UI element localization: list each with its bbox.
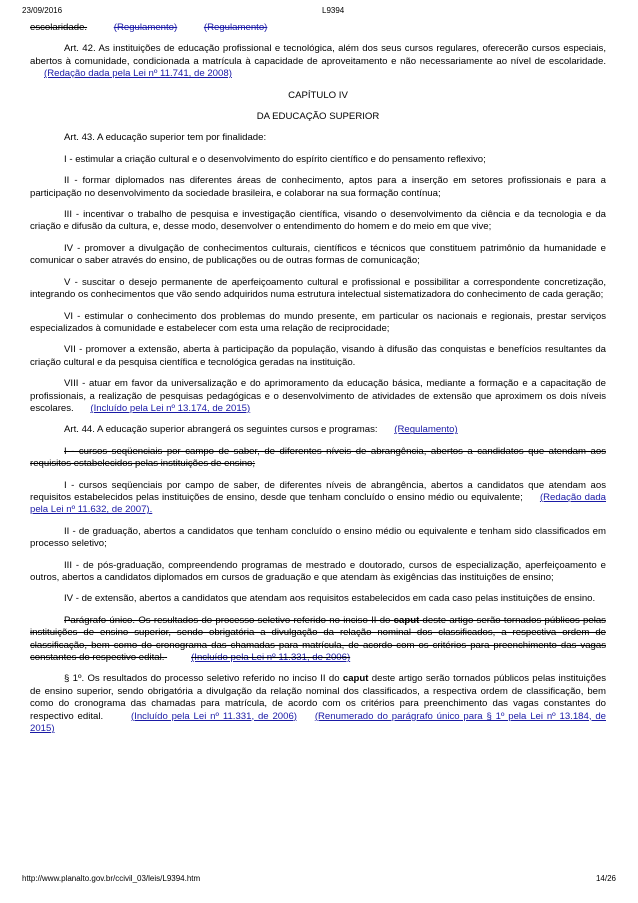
art-43-item-viii xyxy=(30,378,606,415)
law-link[interactable]: (Incluído pela Lei nº 11.331, de 2006) xyxy=(191,652,351,664)
law-link[interactable]: (Renumerado do parágrafo único para § 1º pela Lei nº 13.184, de 2015) xyxy=(30,710,606,735)
pu-text: deste artigo serão tornados públicos pelas instituições de ensino superior, sendo obrigatória a divulgação da relação nominal dos classificados, a respectiva ordem de classificação, bem como do cronograma das chamadas para matrícula, de acordo com os critérios para preenchimento das vagas constantes do respectivo edital. xyxy=(30,614,606,664)
art-43-intro: Art. 43. A educação superior tem por finalidade: xyxy=(64,132,267,144)
art-42 xyxy=(30,43,606,80)
chapter-title: DA EDUCAÇÃO SUPERIOR xyxy=(256,111,380,123)
print-title: L9394 xyxy=(322,6,345,15)
page-number: 14/26 xyxy=(595,874,616,883)
pu-bold: caput xyxy=(393,614,420,626)
law-link[interactable]: (Incluído pela Lei nº 13.174, de 2015) xyxy=(90,402,251,414)
art-44-item-i-revoked: I - cursos seqüenciais por campo de saber, de diferentes níveis de abrangência, abertos a candidatos que atendam aos requisitos estabelecidos pelas instituições de ensino; xyxy=(30,445,606,470)
p1-bold: caput xyxy=(342,673,369,685)
art-43-item: IV - promover a divulgação de conhecimentos culturais, científicos e técnicos que constituem patrimônio da humanidade e comunicar o saber através do ensino, de publicações ou de outras formas de comunicação; xyxy=(30,242,606,267)
p1-text: § 1º. Os resultados do processo seletivo referido no inciso II do xyxy=(64,673,343,685)
art-42-text: Art. 42. As instituições de educação profissional e tecnológica, além dos seus cursos regulares, oferecerão cursos especiais, abertos à comunidade, condicionada a matrícula à capacidade de aproveitamento e não necessariamente ao nível de escolaridade. xyxy=(30,43,606,67)
regulamento-link[interactable]: (Regulamento) xyxy=(203,22,268,33)
regulamento-link[interactable]: (Regulamento) xyxy=(113,22,178,33)
print-header xyxy=(22,6,616,18)
art-43-item: II - formar diplomados nas diferentes áreas de conhecimento, aptos para a inserção em setores profissionais e para a participação no desenvolvimento da sociedade brasileira, e colaborar na sua formação contínua; xyxy=(30,175,606,199)
regulamento-link[interactable]: (Regulamento) xyxy=(394,424,458,436)
print-date: 23/09/2016 xyxy=(22,6,63,15)
law-link[interactable]: (Redação dada pela Lei nº 11.632, de 2007). xyxy=(30,491,607,516)
art-43-item: VI - estimular o conhecimento dos problemas do mundo presente, em particular os nacionais e regionais, prestar serviços especializados à comunidade e estabelecer com esta uma relação de reciprocidade; xyxy=(30,310,606,334)
pu-text: Parágrafo único. Os resultados do processo seletivo referido no inciso II do xyxy=(64,614,394,626)
law-link[interactable]: (Incluído pela Lei nº 11.331, de 2006) xyxy=(130,710,297,722)
art-43-item: III - incentivar o trabalho de pesquisa e investigação científica, visando o desenvolvimento da ciência e da tecnologia e da criação e difusão da cultura, e, desse modo, desenvolver o entendimento do homem e do meio em que vive; xyxy=(30,209,606,233)
paragraph-escolaridade xyxy=(30,22,606,34)
document-body xyxy=(30,22,606,744)
print-url: http://www.planalto.gov.br/ccivil_03/leis/L9394.htm xyxy=(22,874,201,883)
art-44-item-i xyxy=(30,480,606,517)
art-44-item: III - de pós-graduação, compreendendo programas de mestrado e doutorado, cursos de especialização, aperfeiçoamento e outros, abertos a candidatos diplomados em cursos de graduação e que atendam às exigências das instituições de ensino; xyxy=(30,559,606,583)
art-44-intro xyxy=(30,424,606,436)
chapter-number: CAPÍTULO IV xyxy=(288,89,348,101)
art-43-item-viii-text: VIII - atuar em favor da universalização e do aprimoramento da educação básica, mediante a formação e a capacitação de profissionais, a realização de pesquisas pedagógicas e o desenvolvimento de atividades de extensão que aproximem os dois níveis escolares. xyxy=(30,378,606,414)
print-footer xyxy=(22,874,616,886)
art-44-intro-text: Art. 44. A educação superior abrangerá os seguintes cursos e programas: xyxy=(64,424,378,436)
art-44-item: II - de graduação, abertos a candidatos que tenham concluído o ensino médio ou equivalente e tenham sido classificados em processo seletivo; xyxy=(30,525,606,550)
paragrafo-1 xyxy=(30,673,606,735)
law-link[interactable]: (Redação dada pela Lei nº 11.741, de 2008) xyxy=(44,68,232,80)
art-44-item-i-text: I - cursos seqüenciais por campo de saber, de diferentes níveis de abrangência, abertos a candidatos que atendam aos requisitos estabelecidos pelas instituições de ensino, desde que tenham concluído o ensino médio ou equivalente; xyxy=(30,479,606,503)
art-44-item: IV - de extensão, abertos a candidatos que atendam aos requisitos estabelecidos em cada caso pelas instituições de ensino. xyxy=(64,593,596,605)
art-43-item: V - suscitar o desejo permanente de aperfeiçoamento cultural e profissional e possibilitar a correspondente concretização, integrando os conhecimentos que vão sendo adquiridos numa estrutura intelectual sistematizadora do conhecimento de cada geração; xyxy=(30,276,606,301)
art-43-item: I - estimular a criação cultural e o desenvolvimento do espírito científico e do pensamento reflexivo; xyxy=(64,153,486,165)
paragrafo-unico-revoked xyxy=(30,615,606,665)
p1-text: deste artigo serão tornados públicos pelas instituições de ensino superior, sendo obrigatória a divulgação da relação nominal dos classificados, a respectiva ordem de classificação, bem como do cronograma das chamadas para matrícula, de acordo com os critérios para preenchimento das vagas constantes do respectivo edital. xyxy=(30,673,606,722)
art-43-item: VII - promover a extensão, aberta à participação da população, visando à difusão das conquistas e benefícios resultantes da criação cultural e da pesquisa científica e tecnológica geradas na instituição. xyxy=(30,344,606,368)
struck-text: escolaridade. xyxy=(30,22,88,33)
